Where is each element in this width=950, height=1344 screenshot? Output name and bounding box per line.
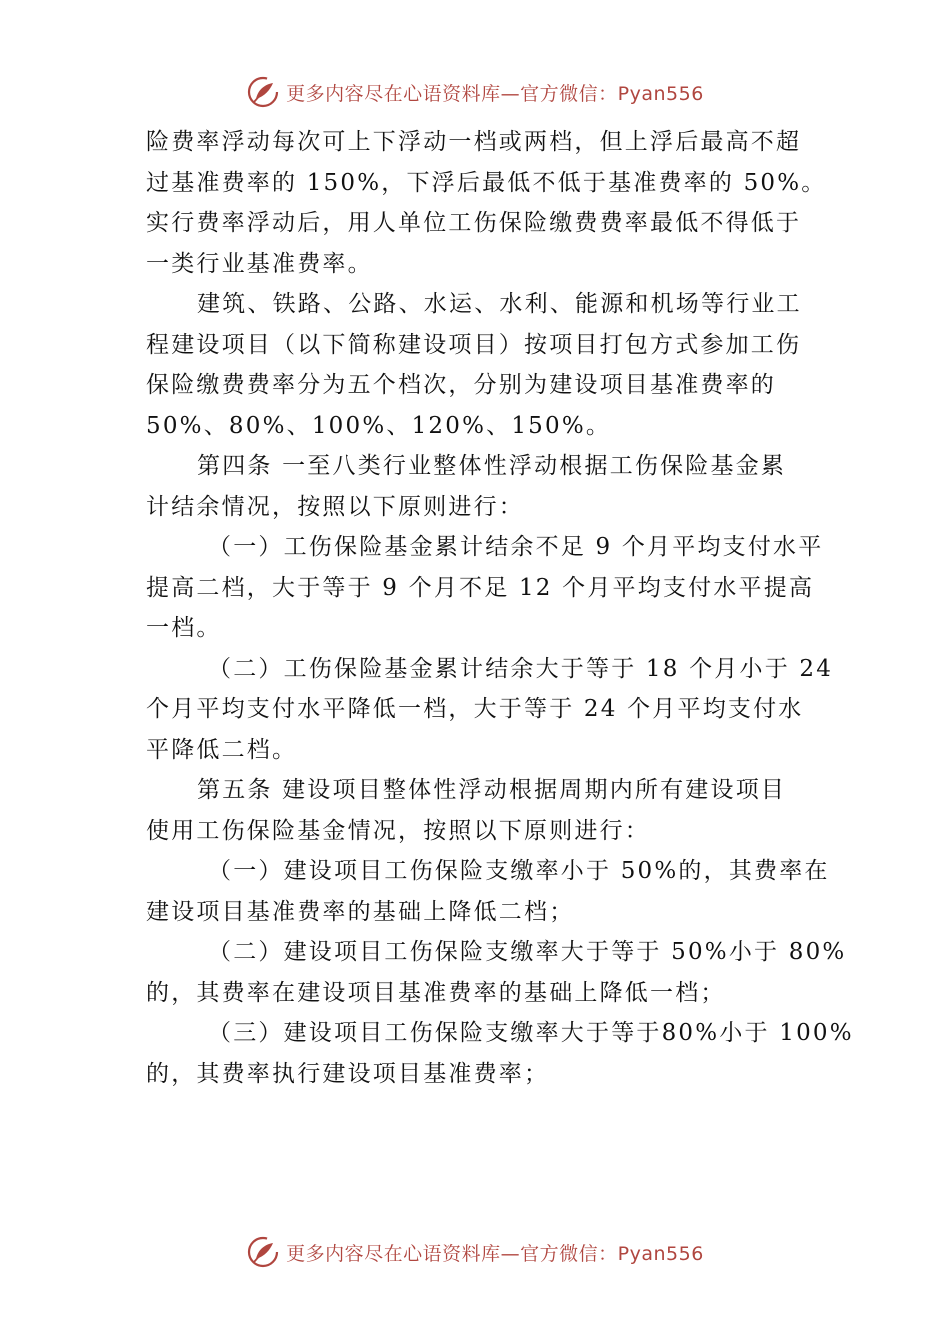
text-line: 个月平均支付水平降低一档，大于等于 24 个月平均支付水 bbox=[146, 696, 804, 722]
text-line: 计结余情况，按照以下原则进行： bbox=[146, 493, 524, 520]
text-line: 险费率浮动每次可上下浮动一档或两档，但上浮后最高不超 bbox=[146, 129, 802, 155]
text-line: 一类行业基准费率。 bbox=[146, 250, 373, 277]
text-line: 平降低二档。 bbox=[146, 736, 298, 763]
document-body bbox=[146, 122, 854, 1094]
header-banner bbox=[0, 72, 950, 112]
article-heading-line: 第五条 建设项目整体性浮动根据周期内所有建设项目 bbox=[197, 777, 787, 803]
text-line: 50%、80%、100%、120%、150%。 bbox=[146, 412, 612, 439]
text-line: 过基准费率的 150%，下浮后最低不低于基准费率的 50%。 bbox=[146, 169, 827, 196]
footer-banner bbox=[0, 1232, 950, 1272]
list-item-start: （二）工伤保险基金累计结余大于等于 18 个月小于 24 bbox=[208, 655, 834, 682]
banner-text: 更多内容尽在心语资料库—官方微信：Pyan556 bbox=[286, 82, 704, 105]
list-item-start: （一）建设项目工伤保险支缴率小于 50%的，其费率在 bbox=[208, 858, 830, 884]
leaf-swirl-logo-icon bbox=[246, 75, 280, 109]
text-line: 程建设项目（以下简称建设项目）按项目打包方式参加工伤 bbox=[146, 331, 802, 358]
list-item-start: （一）工伤保险基金累计结余不足 9 个月平均支付水平 bbox=[208, 534, 824, 560]
list-item-start: （三）建设项目工伤保险支缴率大于等于80%小于 100% bbox=[208, 1020, 854, 1046]
text-line: 一档。 bbox=[146, 615, 222, 641]
text-line: 使用工伤保险基金情况，按照以下原则进行： bbox=[146, 817, 650, 844]
text-line: 的，其费率执行建设项目基准费率； bbox=[146, 1060, 550, 1087]
text-line: 保险缴费费率分为五个档次，分别为建设项目基准费率的 bbox=[146, 372, 776, 398]
article-heading-line: 第四条 一至八类行业整体性浮动根据工伤保险基金累 bbox=[197, 453, 787, 479]
banner-text: 更多内容尽在心语资料库—官方微信：Pyan556 bbox=[286, 1242, 704, 1265]
text-line: 提高二档，大于等于 9 个月不足 12 个月平均支付水平提高 bbox=[146, 574, 815, 601]
text-line: 实行费率浮动后，用人单位工伤保险缴费费率最低不得低于 bbox=[146, 210, 802, 236]
text-line: 的，其费率在建设项目基准费率的基础上降低一档； bbox=[146, 979, 726, 1006]
paragraph-start: 建筑、铁路、公路、水运、水利、能源和机场等行业工 bbox=[197, 291, 802, 317]
list-item-start: （二）建设项目工伤保险支缴率大于等于 50%小于 80% bbox=[208, 939, 847, 965]
text-line: 建设项目基准费率的基础上降低二档； bbox=[146, 898, 575, 925]
leaf-swirl-logo-icon bbox=[246, 1235, 280, 1269]
